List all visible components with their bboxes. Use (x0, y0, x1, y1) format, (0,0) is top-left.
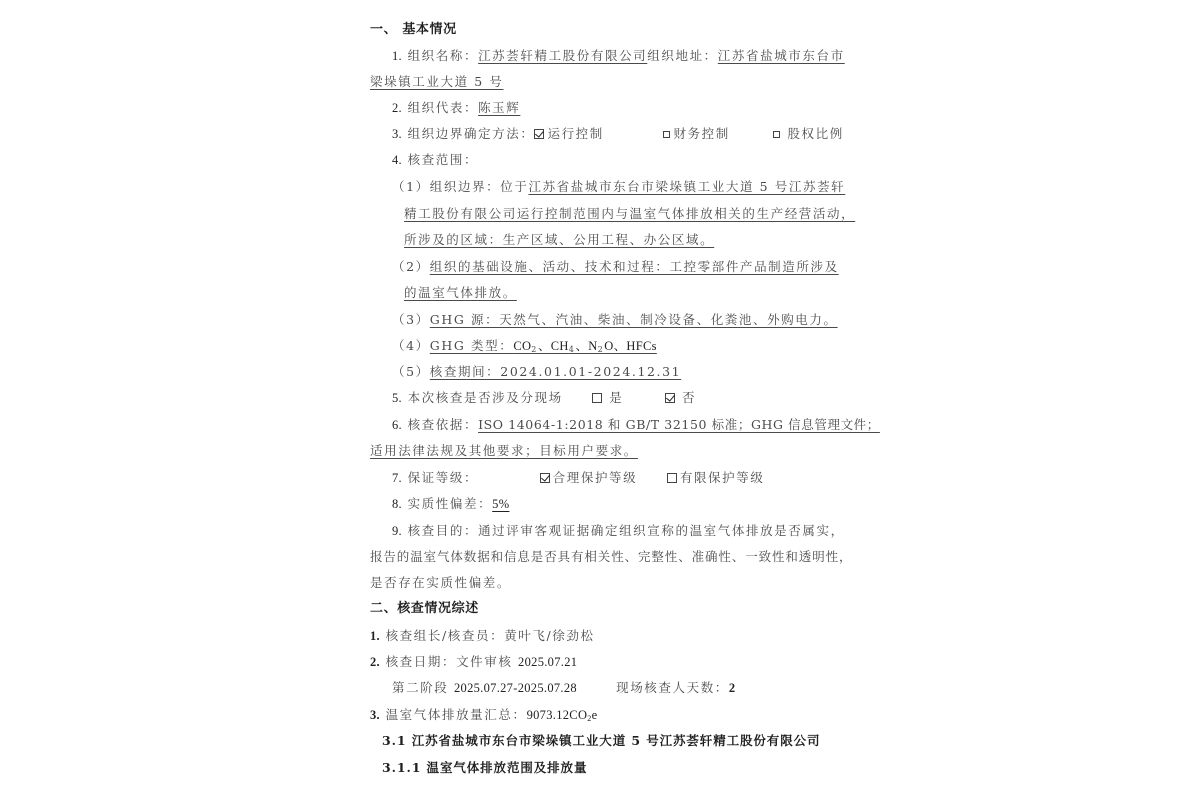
org-address-value-part2: 梁垛镇工业大道 5 号 (370, 74, 504, 89)
org-name-value: 江苏荟轩精工股份有限公司 (478, 48, 648, 63)
item-number: 7. (392, 471, 402, 485)
emissions-total-row (370, 705, 597, 725)
checkbox-financial-control[interactable] (663, 131, 670, 138)
item-number: 2. (370, 655, 380, 669)
verification-date-label: 核查日期：文件审核 (385, 654, 513, 669)
item-number: 1. (392, 49, 402, 63)
gas-co2: CO (513, 339, 532, 353)
section-2-title: 二、核查情况综述 (370, 601, 479, 616)
section-1-title: 一、 基本情况 (370, 22, 457, 37)
verification-team-row (370, 626, 595, 646)
verification-basis-label: 核查依据： (407, 417, 479, 432)
org-representative-value: 陈玉辉 (478, 100, 521, 115)
option-equity-share: 股权比例 (787, 126, 844, 141)
verification-team-label: 核查组长/核查员： (385, 628, 505, 643)
checkbox-reasonable-assurance[interactable] (540, 473, 550, 483)
subscript: 2 (531, 345, 538, 354)
materiality-value: 5% (492, 497, 510, 511)
item-number: 8. (392, 497, 402, 511)
checkbox-sub-site-yes[interactable] (592, 393, 602, 403)
verification-scope-row (392, 150, 478, 170)
item-number: 9. (392, 524, 402, 538)
option-yes: 是 (609, 390, 624, 405)
checkbox-equity-share[interactable] (773, 131, 780, 138)
assurance-level-label: 保证等级： (407, 470, 479, 485)
subsection-3-1-title: 3.1 江苏省盐城市东台市梁垛镇工业大道 5 号江苏荟轩精工股份有限公司 (382, 733, 821, 748)
scope-org-boundary-row (392, 177, 845, 197)
materiality-label: 实质性偏差： (407, 496, 493, 511)
onsite-days-value: 2 (728, 681, 736, 695)
item-number: 5. (392, 391, 402, 405)
org-representative-row (392, 98, 520, 118)
org-address-label: 组织地址： (647, 48, 718, 63)
verification-basis-text-line2: 适用法律法规及其他要求；目标用户要求。 (370, 443, 638, 458)
emissions-total-value (527, 708, 598, 722)
option-reasonable-assurance: 合理保护等级 (552, 470, 638, 485)
scope-infrastructure-text: 组织的基础设施、活动、技术和过程：工控零部件产品制造所涉及 (429, 259, 839, 274)
materiality-row (392, 494, 509, 514)
option-limited-assurance: 有限保护等级 (679, 470, 765, 485)
checkbox-operational-control[interactable] (534, 129, 544, 139)
checkbox-sub-site-no[interactable] (665, 393, 675, 403)
org-representative-label: 组织代表： (407, 100, 479, 115)
verification-scope-label: 核查范围： (407, 152, 479, 167)
sub-item-number: （1） (392, 179, 430, 194)
gas-hfcs: O、HFCs (604, 339, 657, 353)
item-number: 3. (370, 708, 380, 722)
sub-item-number: （2） (392, 259, 430, 274)
gas-ch4: 、CH (537, 339, 569, 353)
ghg-sources-row (392, 310, 838, 330)
verification-date-row (370, 652, 577, 672)
sub-item-number: （4） (392, 338, 430, 353)
item-number: 3. (392, 127, 402, 141)
item-number: 6. (392, 418, 402, 432)
scope-org-boundary-label: 组织边界：位于 (429, 179, 529, 194)
checkbox-limited-assurance[interactable] (667, 473, 677, 483)
verification-objective-text-line2: 报告的温室气体数据和信息是否具有相关性、完整性、准确性、一致性和透明性， (370, 549, 853, 564)
stage2-row (392, 678, 735, 698)
emissions-total-label: 温室气体排放量汇总： (385, 707, 527, 722)
org-address-value-part1: 江苏省盐城市东台市 (717, 48, 845, 63)
ghg-types-row (392, 336, 657, 356)
scope-org-boundary-text-line3: 所涉及的区域：生产区域、公用工程、办公区域。 (404, 232, 715, 247)
subscript: 4 (568, 345, 576, 354)
sub-item-number: （5） (392, 364, 430, 379)
scope-org-boundary-text-line2: 精工股份有限公司运行控制范围内与温室气体排放相关的生产经营活动， (404, 206, 856, 221)
option-financial-control: 财务控制 (673, 126, 730, 141)
verification-basis-row (392, 415, 880, 435)
doc-review-date: 2025.07.21 (518, 655, 578, 669)
sub-item-number: （3） (392, 312, 430, 327)
item-number: 2. (392, 101, 402, 115)
ghg-types-text (430, 338, 657, 353)
org-name-row (392, 46, 845, 66)
ghg-sources-text: GHG 源：天然气、汽油、柴油、制冷设备、化粪池、外购电力。 (429, 312, 838, 327)
ghg-types-label: GHG 类型： (429, 338, 514, 353)
option-no: 否 (681, 390, 697, 405)
subscript: 2 (587, 714, 592, 723)
verification-period-text: 核查期间：2024.01.01-2024.12.31 (429, 364, 682, 379)
stage2-label: 第二阶段 (392, 680, 449, 695)
scope-infrastructure-text-line2: 的温室气体排放。 (404, 285, 517, 300)
verification-period-row (392, 362, 681, 382)
scope-infrastructure-row (392, 257, 839, 277)
item-number: 4. (392, 153, 402, 167)
org-name-label: 组织名称： (407, 48, 479, 63)
verification-objective-text: 通过评审客观证据确定组织宣称的温室气体排放是否属实， (478, 523, 845, 538)
verification-objective-row (392, 521, 845, 541)
verification-objective-label: 核查目的： (407, 523, 479, 538)
subscript: 2 (597, 345, 605, 354)
boundary-method-label: 组织边界确定方法： (407, 126, 535, 141)
onsite-days-label: 现场核查人天数： (616, 680, 729, 695)
verification-objective-text-line3: 是否存在实质性偏差。 (370, 575, 512, 590)
option-operational-control: 运行控制 (547, 126, 604, 141)
sub-site-row (392, 388, 696, 408)
emissions-value-suffix: e (591, 708, 598, 722)
emissions-value-number: 9073.12CO (526, 708, 588, 722)
assurance-level-row (392, 468, 764, 488)
subsection-3-1-1-title: 3.1.1 温室气体排放范围及排放量 (382, 760, 588, 775)
org-address-continued (370, 72, 504, 92)
gas-n2o: 、N (575, 339, 598, 353)
verification-team-value: 黄叶飞/徐劲松 (504, 628, 595, 643)
scope-org-boundary-text: 江苏省盐城市东台市梁垛镇工业大道 5 号江苏荟轩 (528, 179, 846, 194)
sub-site-label: 本次核查是否涉及分现场 (407, 390, 563, 405)
stage2-dates: 2025.07.27-2025.07.28 (453, 681, 577, 695)
boundary-method-row (392, 124, 844, 144)
item-number: 1. (370, 629, 380, 643)
verification-basis-text: ISO 14064-1:2018 和 GB/T 32150 标准；GHG 信息管理文件； (478, 417, 880, 432)
